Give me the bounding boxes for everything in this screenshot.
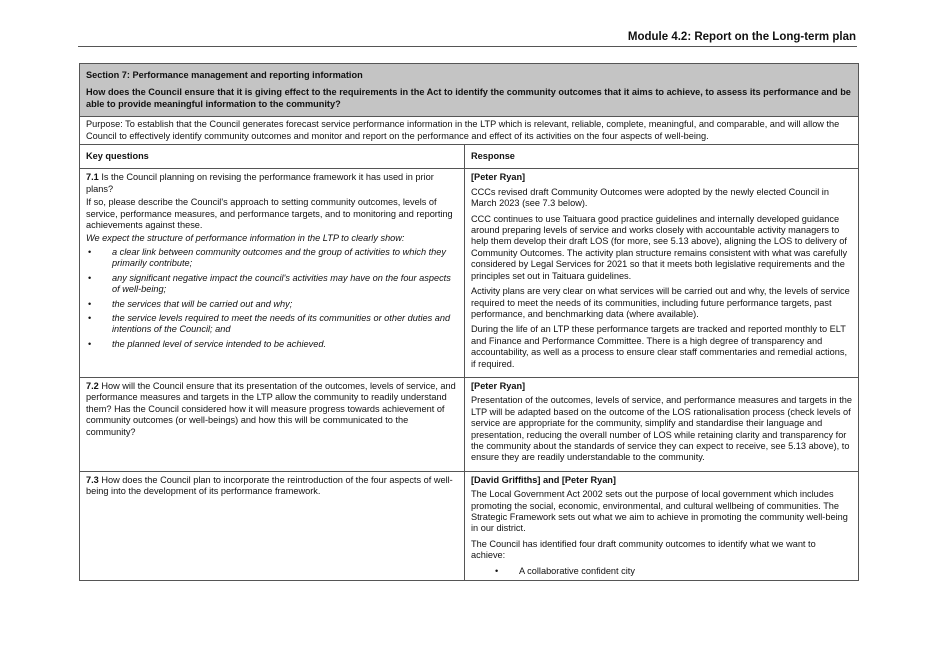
response-paragraph: Activity plans are very clear on what services will be carried out and why, the levels of service required to meet the needs of its communities, including future performance targets, past performance, and benchmarking data (where available). <box>471 286 850 319</box>
question-body: Is the Council planning on revising the performance framework it has used in prior plans? <box>86 172 434 194</box>
key-questions-header: Key questions <box>80 145 465 169</box>
section-title-cell <box>80 64 859 117</box>
list-item: • the service levels required to meet the needs of its communities or other duties and intentions of the Council; and <box>86 313 458 336</box>
response-paragraph: During the life of an LTP these performance targets are tracked and reported monthly to ELT and Finance and Performance Committee. There is a high degree of transparency and accountability, as well as a process to ensure clear staff commentaries and remedial actions, if required. <box>471 324 848 369</box>
response-paragraph: The Local Government Act 2002 sets out the purpose of local government which includes promoting the social, economic, environmental, and cultural wellbeing of communities. The Strategic Framework sets out what we aim to achieve in promoting the community well-being in our district. <box>471 489 848 534</box>
question-text <box>86 381 458 438</box>
response-cell <box>465 169 859 378</box>
list-item: • A collaborative confident city <box>471 566 852 577</box>
respondent: [Peter Ryan] <box>471 380 526 391</box>
column-header-row <box>80 145 859 169</box>
respondent: [David Griffiths] and [Peter Ryan] <box>471 474 616 485</box>
question-body: How will the Council ensure that its presentation of the outcomes, levels of service, and performance measures and targets in the LTP allow the community to readily understand them? Has the Council considered how it will measure progress towards achievement of community outcomes (or well-beings) and how this will be communicated to the community? <box>86 380 456 437</box>
purpose-text: Purpose: To establish that the Council generates forecast service performance information in the LTP which is relevant, reliable, complete, meaningful, and comparable, and will allow the Council to effectively identify community outcomes and monitor and report on the performance and effect of its activities on the four aspects of well-being. <box>80 117 859 145</box>
list-item: • a clear link between community outcomes and the group of activities to which they primarily contribute; <box>86 247 458 270</box>
section-title-row <box>80 64 859 117</box>
list-item: • any significant negative impact the council's activities may have on the four aspects of well-being; <box>86 273 458 296</box>
section-title: Section 7: Performance management and reporting information <box>86 70 363 80</box>
expectation-list <box>86 247 458 350</box>
response-header: Response <box>465 145 859 169</box>
response-paragraph: CCC continues to use Taituara good practice guidelines and internally developed guidance around preparing levels of service and works closely with accountable activity managers to help them develop their draft LOS (for more, see 5.13 above), aligning the LOS to delivery of Community Outcomes. The activity plan structure remains consistent with what was carefully considered by Legal Services for 2021 so that it meets both legislative requirements and the principles set out in Taituara guidelines. <box>471 213 848 281</box>
question-number: 7.2 <box>86 380 99 391</box>
respondent: [Peter Ryan] <box>471 172 526 183</box>
module-title: Module 4.2: Report on the Long-term plan <box>627 31 856 43</box>
outcome-list <box>471 566 852 577</box>
list-item: • the planned level of service intended to be achieved. <box>86 339 458 350</box>
purpose-row <box>80 117 859 145</box>
response-cell <box>465 471 859 580</box>
response-paragraph: CCCs revised draft Community Outcomes were adopted by the newly elected Council in March 2023 (see 7.3 below). <box>471 186 829 209</box>
table-row <box>80 169 859 378</box>
question-cell <box>80 169 465 378</box>
question-cell <box>80 471 465 580</box>
section-question: How does the Council ensure that it is giving effect to the requirements in the Act to identify the community outcomes that it aims to achieve, to assess its performance and be able to provide meaningful information to the community? <box>86 87 851 109</box>
list-item: • the services that will be carried out and why; <box>86 299 458 310</box>
expectation-text: We expect the structure of performance information in the LTP to clearly show: <box>86 233 405 244</box>
table-row <box>80 377 859 471</box>
question-number: 7.1 <box>86 172 99 183</box>
question-cell <box>80 377 465 471</box>
response-paragraph: The Council has identified four draft community outcomes to identify what we want to achieve: <box>471 538 816 561</box>
header-divider <box>78 46 857 47</box>
table-row <box>80 471 859 580</box>
question-body: How does the Council plan to incorporate the reintroduction of the four aspects of well-being into the development of its performance framework. <box>86 474 453 497</box>
response-paragraph: Presentation of the outcomes, levels of service, and performance measures and targets in the LTP will be adapted based on the outcome of the LOS rationalisation process (check levels of service are appropriate for the community, simplify and standardise their language and presentation, reducing the overall number of LOS while retaining clarity and transparency for the community about the standards of service they can expect to receive, see 5.13 above), to ensure they are readily understandable to the community. <box>471 395 852 463</box>
performance-table <box>79 63 859 581</box>
question-text-2: If so, please describe the Council's approach to setting community outcomes, levels of service, performance measures, and performance targets, and to monitoring and reporting achievements against these. <box>86 197 453 231</box>
response-cell <box>465 377 859 471</box>
question-text <box>86 475 458 498</box>
question-number: 7.3 <box>86 474 99 485</box>
question-text <box>86 172 458 195</box>
